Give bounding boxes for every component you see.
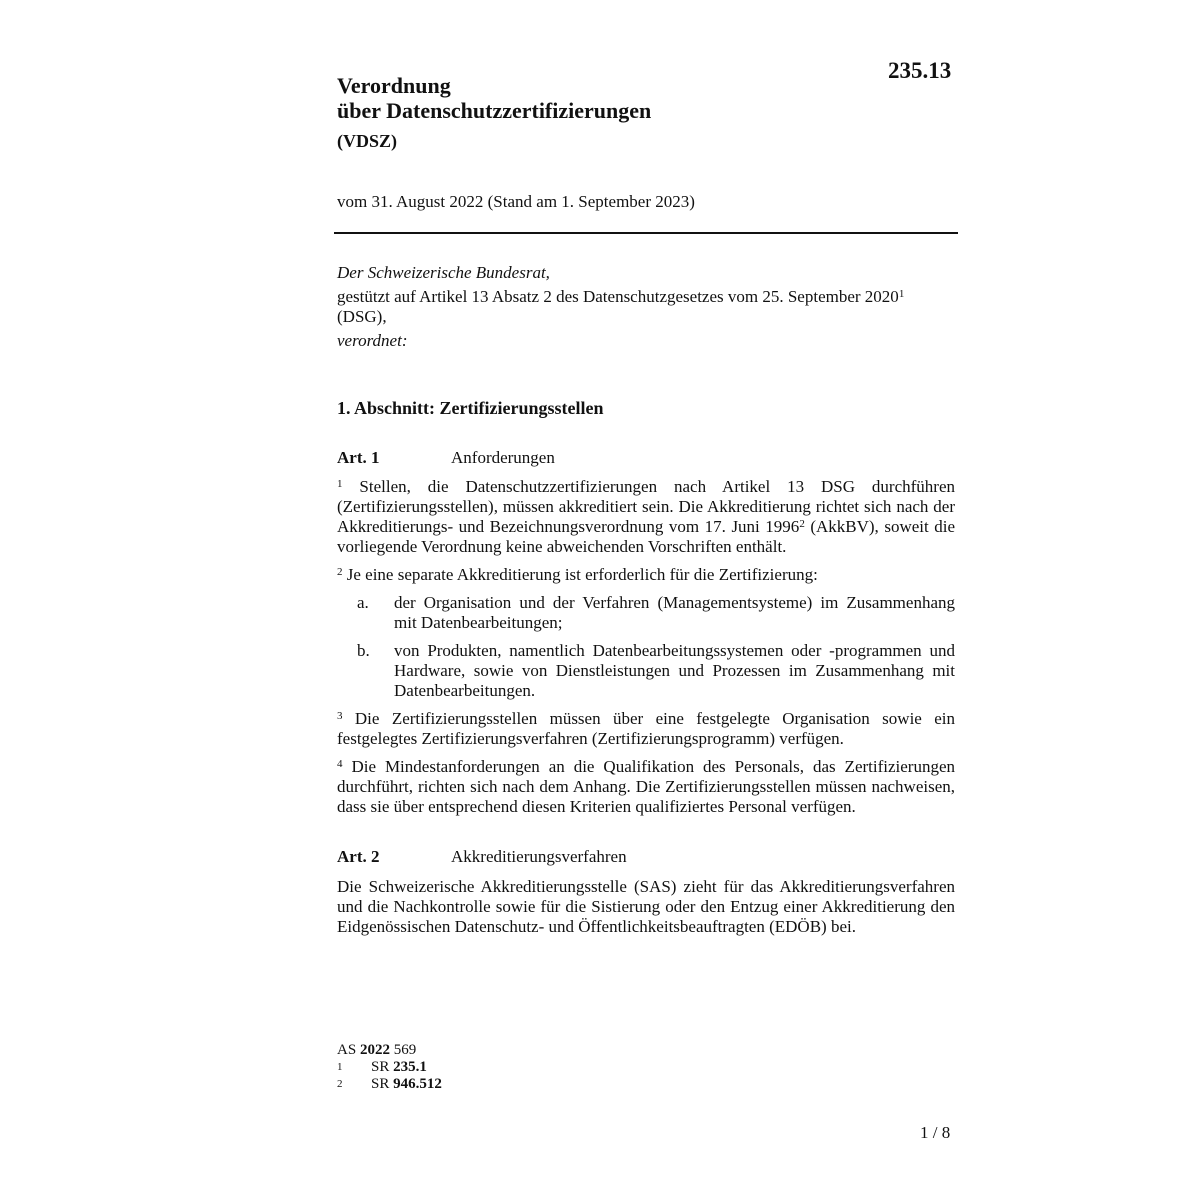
article-1-paragraph-3: [337, 709, 955, 749]
paragraph-text: Je eine separate Akkreditierung ist erforderlich für die Zertifizierung:: [346, 565, 818, 584]
article-2-number: Art. 2: [337, 847, 380, 866]
paragraph-text: (AkkBV), soweit die vorliegende Verordnung keine abweichenden Vorschriften enthält.: [337, 517, 956, 556]
footnote-number: 2: [337, 1078, 343, 1090]
paragraph-number: 3: [337, 710, 343, 722]
as-page: 569: [393, 1042, 417, 1058]
title-line-2: über Datenschutzzertifizierungen: [337, 98, 652, 123]
paragraph-number: 1: [337, 478, 343, 490]
article-2-title: Akkreditierungsverfahren: [451, 847, 627, 866]
official-compilation-ref: [337, 1042, 442, 1059]
footnote-link[interactable]: 946.512: [393, 1076, 442, 1092]
preamble-basis: [337, 287, 957, 307]
paragraph-number: 4: [337, 758, 343, 770]
list-text: der Organisation und der Verfahren (Managementsysteme) im Zusammenhang mit Datenbearbeitungen;: [394, 593, 955, 632]
footnote-prefix: SR: [371, 1059, 390, 1075]
paragraph-text: Die Zertifizierungsstellen müssen über eine festgelegte Organisation sowie ein festgelegtes Zertifizierungsverfahren (Zertifizierungsprogramm) verfügen.: [337, 709, 955, 748]
as-year: 2022: [359, 1042, 390, 1058]
list-item: [337, 593, 955, 633]
document-title: [337, 73, 651, 123]
list-item: [337, 641, 955, 701]
footnote-ref-2[interactable]: 2: [799, 518, 805, 530]
as-prefix: AS: [337, 1042, 357, 1058]
preamble-authority: Der Schweizerische Bundesrat,: [337, 263, 550, 282]
footnote-link[interactable]: 235.1: [393, 1059, 427, 1075]
article-1-paragraph-4: [337, 757, 955, 817]
document-date: vom 31. August 2022 (Stand am 1. September 2023): [337, 192, 695, 211]
article-2-paragraph: Die Schweizerische Akkreditierungsstelle (SAS) zieht für das Akkreditierungsverfahren und die Nachkontrolle sowie für die Sistierung oder den Entzug einer Akkreditierung den Eidgenössischen Datenschutz- und Öffentlichkeitsbeauftragten (EDÖB) bei.: [337, 877, 955, 936]
article-1-heading: [337, 448, 555, 468]
footnote-1: [337, 1059, 442, 1076]
footnote-text: [371, 1076, 442, 1093]
list-letter: b.: [357, 641, 370, 660]
document-abbreviation: (VDSZ): [337, 131, 398, 151]
paragraph-text: Die Mindestanforderungen an die Qualifikation des Personals, das Zertifizierungen durchführt, richten sich nach dem Anhang. Die Zertifizierungsstellen müssen nachweisen, dass sie über entsprechend diesen Kriterien qualifiziertes Personal verfügen.: [337, 757, 956, 816]
preamble: [337, 263, 957, 355]
preamble-ordains: verordnet:: [337, 331, 408, 350]
footnote-text: [371, 1059, 427, 1076]
article-1-paragraph-1: [337, 477, 955, 557]
title-line-1: Verordnung: [337, 73, 451, 98]
article-1-body: [337, 477, 955, 825]
header-divider: [334, 232, 958, 234]
footnote-ref-1[interactable]: 1: [898, 288, 905, 300]
preamble-basis-end: (DSG),: [337, 307, 387, 326]
article-1-paragraph-2: [337, 565, 955, 585]
preamble-basis-text: gestützt auf Artikel 13 Absatz 2 des Datenschutzgesetzes vom 25. September 2020: [337, 287, 899, 306]
section-title: 1. Abschnitt: Zertifizierungsstellen: [337, 398, 604, 418]
article-1-number: Art. 1: [337, 448, 380, 467]
list-text: von Produkten, namentlich Datenbearbeitungssystemen oder -programmen und Hardware, sowie von Dienstleistungen und Prozessen im Zusammenhang mit Datenbearbeitungen.: [394, 641, 955, 700]
article-1-title: Anforderungen: [451, 448, 555, 467]
article-2-body: [337, 877, 955, 937]
sr-number: 235.13: [888, 58, 952, 83]
article-2-heading: [337, 847, 627, 867]
paragraph-number: 2: [337, 566, 343, 578]
article-1-list: [337, 593, 955, 701]
page-number: 1 / 8: [920, 1123, 951, 1142]
footnote-prefix: SR: [371, 1076, 390, 1092]
footnote-number: 1: [337, 1061, 343, 1073]
footnotes: [337, 1042, 442, 1093]
footnote-2: [337, 1076, 442, 1093]
paragraph-text: Stellen, die Datenschutzzertifizierungen nach Artikel 13 DSG durchführen (Zertifizierungsstellen), müssen akkreditiert sein. Die Akkreditierung richtet sich nach der Akkreditierungs- und Bezeichnungsverordnung vom 17. Juni 1996: [337, 477, 955, 536]
list-letter: a.: [357, 593, 369, 612]
